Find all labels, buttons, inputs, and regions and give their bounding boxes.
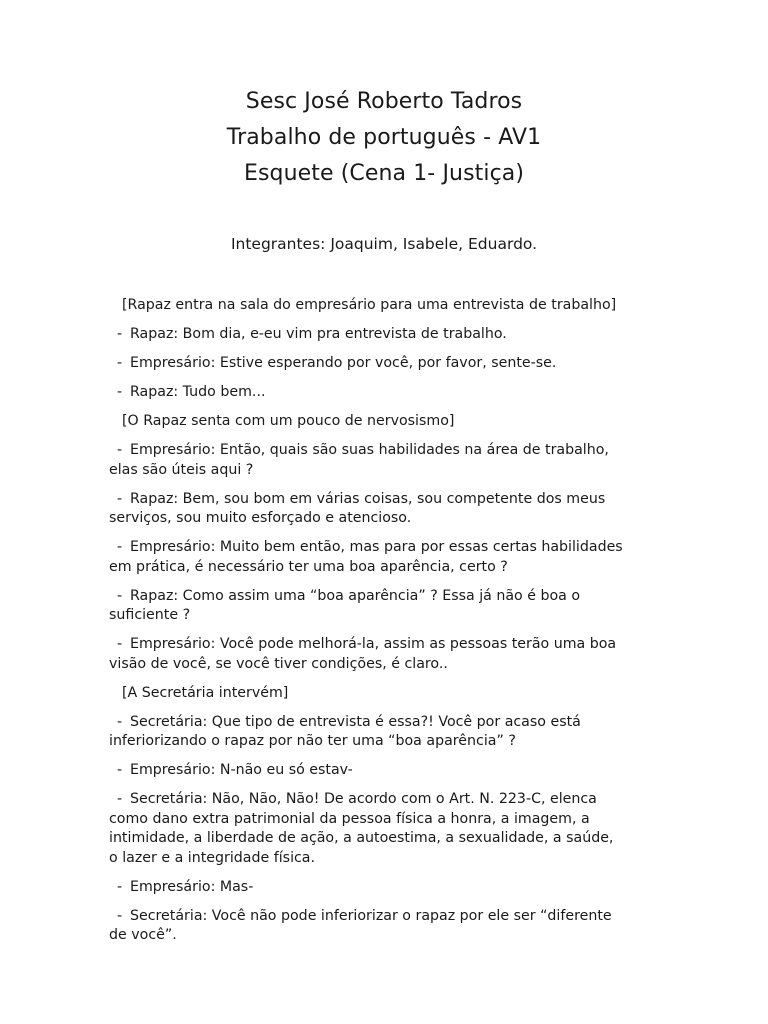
dialogue-dash: - <box>116 713 123 730</box>
dialogue-dash: - <box>116 355 123 371</box>
dialogue-line <box>109 354 669 374</box>
dialogue-line <box>109 907 669 946</box>
dialogue-text: Empresário: Mas- <box>130 878 254 895</box>
dialogue-line <box>109 325 669 345</box>
dialogue-text-line <box>109 538 669 558</box>
dialogue-text-line <box>109 761 669 781</box>
dialogue-text-line <box>109 810 669 830</box>
dialogue-text: Empresário: Muito bem então, mas para por essas certas habilidades <box>130 539 623 555</box>
dialogue-dash: - <box>116 442 123 458</box>
dialogue-text-line <box>109 878 669 898</box>
dialogue-line <box>109 761 669 781</box>
dialogue-dash: - <box>116 762 123 778</box>
assignment-title: Trabalho de português - AV1 <box>226 125 542 150</box>
dialogue-text: Rapaz: Bem, sou bom em várias coisas, sou competente dos meus <box>130 490 606 507</box>
dialogue-text-line <box>109 441 669 461</box>
dialogue-text: Rapaz: Como assim uma “boa aparência” ? Essa já não é boa o <box>130 587 581 604</box>
dialogue-text: visão de você, se você tiver condições, é claro.. <box>109 655 448 672</box>
dialogue-line <box>109 878 669 898</box>
dialogue-dash: - <box>116 878 123 895</box>
dialogue-dash: - <box>116 539 123 555</box>
dialogue-dash: - <box>116 384 123 400</box>
dialogue-text-line <box>109 490 669 510</box>
dialogue-text-line <box>109 325 669 345</box>
dialogue-text: suficiente ? <box>109 607 191 623</box>
dialogue-line <box>109 587 669 626</box>
dialogue-text: de você”. <box>109 927 177 943</box>
dialogue-dash: - <box>116 791 123 807</box>
dialogue-line <box>109 383 669 403</box>
dialogue-text: inferiorizando o rapaz por não ter uma “boa aparência” ? <box>109 733 516 749</box>
dialogue-text-line <box>109 829 669 849</box>
dialogue-text-line <box>109 635 669 655</box>
stage-direction: [A Secretária intervém] <box>122 684 289 701</box>
dialogue-text: Secretária: Não, Não, Não! De acordo com o Art. N. 223-C, elenca <box>130 791 597 807</box>
scene-title: Esquete (Cena 1- Justiça) <box>243 161 525 186</box>
dialogue-text: Secretária: Você não pode inferiorizar o rapaz por ele ser “diferente <box>130 907 612 924</box>
dialogue-text: Empresário: Você pode melhorá-la, assim as pessoas terão uma boa <box>130 636 617 652</box>
dialogue-line <box>109 635 669 674</box>
dialogue-text-line <box>109 732 669 752</box>
dialogue-text: elas são úteis aqui ? <box>109 461 254 478</box>
script-body <box>109 296 669 955</box>
stage-direction: [Rapaz entra na sala do empresário para uma entrevista de trabalho] <box>122 297 617 313</box>
dialogue-text: como dano extra patrimonial da pessoa física a honra, a imagem, a <box>109 810 590 827</box>
members-line: Integrantes: Joaquim, Isabele, Eduardo. <box>230 235 538 253</box>
dialogue-text: Rapaz: Bom dia, e-eu vim pra entrevista de trabalho. <box>130 326 507 342</box>
dialogue-line <box>109 713 669 752</box>
dialogue-text-line <box>109 606 669 626</box>
dialogue-text-line <box>109 461 669 481</box>
dialogue-text-line <box>109 926 669 946</box>
dialogue-dash: - <box>116 907 123 924</box>
dialogue-text-line <box>109 907 669 927</box>
dialogue-text-line <box>109 849 669 869</box>
dialogue-line <box>109 490 669 529</box>
dialogue-dash: - <box>116 636 123 652</box>
dialogue-line <box>109 538 669 577</box>
dialogue-line <box>109 441 669 480</box>
dialogue-text-line <box>109 558 669 578</box>
stage-direction: [O Rapaz senta com um pouco de nervosismo] <box>122 413 455 429</box>
dialogue-dash: - <box>116 326 123 342</box>
dialogue-text-line <box>109 790 669 810</box>
dialogue-text: Secretária: Que tipo de entrevista é essa?! Você por acaso está <box>130 713 581 730</box>
dialogue-text: Empresário: Estive esperando por você, por favor, sente-se. <box>130 355 557 371</box>
dialogue-dash: - <box>116 587 123 604</box>
dialogue-text: Empresário: N-não eu só estav- <box>130 762 353 778</box>
dialogue-text-line <box>109 587 669 607</box>
dialogue-text: Empresário: Então, quais são suas habilidades na área de trabalho, <box>130 442 609 458</box>
dialogue-text: serviços, sou muito esforçado e atencioso. <box>109 510 412 526</box>
dialogue-text-line <box>109 509 669 529</box>
dialogue-text: em prática, é necessário ter uma boa aparência, certo ? <box>109 558 508 575</box>
dialogue-text-line <box>109 713 669 733</box>
dialogue-text-line <box>109 383 669 403</box>
dialogue-text-line <box>109 354 669 374</box>
school-name: Sesc José Roberto Tadros <box>245 89 523 114</box>
dialogue-line <box>109 790 669 868</box>
document-header <box>0 84 768 192</box>
dialogue-text: Rapaz: Tudo bem... <box>130 384 266 400</box>
dialogue-dash: - <box>116 490 123 507</box>
dialogue-text: o lazer e a integridade física. <box>109 849 316 866</box>
dialogue-text: intimidade, a liberdade de ação, a autoestima, a sexualidade, a saúde, <box>109 830 614 846</box>
dialogue-text-line <box>109 655 669 675</box>
